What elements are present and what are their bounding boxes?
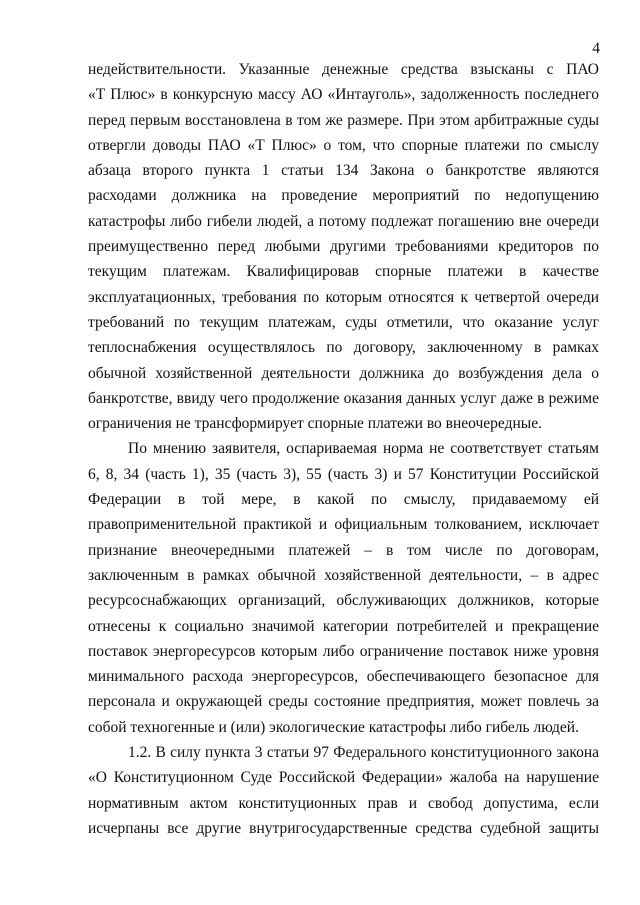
text-line: персонала и окружающей среды состояние предприятия, может повлечь за — [88, 693, 599, 711]
text-line: заключенным в рамках обычной хозяйственной деятельности, – в адрес — [88, 566, 599, 584]
text-line: банкротстве, ввиду чего продолжение оказания данных услуг даже в режиме — [88, 389, 599, 407]
document-body — [88, 57, 599, 841]
text-line: недействительности. Указанные денежные средства взысканы с ПАО — [88, 61, 599, 78]
text-line: отнесены к социально значимой категории потребителей и прекращение — [88, 617, 599, 635]
text-line: нормативным актом конституционных прав и свобод допустима, если — [88, 794, 599, 812]
text-line: признание внеочередными платежей – в том числе по договорам, — [88, 541, 599, 559]
text-line: 1.2. В силу пункта 3 статьи 97 Федерального конституционного закона — [128, 744, 599, 762]
text-line: катастрофы либо гибели людей, а потому подлежат погашению вне очереди — [88, 212, 599, 230]
text-line: текущим платежам. Квалифицировав спорные платежи в качестве — [88, 263, 599, 281]
paragraph-1 — [88, 57, 599, 436]
text-line: минимального расхода энергоресурсов, обеспечивающего безопасное для — [88, 668, 599, 686]
text-line: перед первым восстановлена в том же размере. При этом арбитражные суды — [88, 111, 599, 129]
text-line: расходами должника на проведение мероприятий по недопущению — [88, 187, 599, 205]
text-line: ограничения не трансформирует спорные платежи во внеочередные. — [88, 415, 542, 433]
text-line: Федерации в той мере, в какой по смыслу, придаваемому ей — [88, 491, 599, 509]
text-line: поставок энергоресурсов которым либо ограничение поставок ниже уровня — [88, 642, 599, 660]
paragraph-3 — [88, 740, 599, 841]
text-line: обычной хозяйственной деятельности должника до возбуждения дела о — [88, 364, 599, 382]
text-line: преимущественно перед любыми другими требованиями кредиторов по — [88, 238, 599, 256]
paragraph-2 — [88, 436, 599, 740]
text-line: теплоснабжения осуществлялось по договору, заключенному в рамках — [88, 339, 599, 357]
text-line: правоприменительной практикой и официальным толкованием, исключает — [88, 516, 599, 534]
text-line: По мнению заявителя, оспариваемая норма не соответствует статьям — [128, 440, 599, 458]
text-line: 6, 8, 34 (часть 1), 35 (часть 3), 55 (часть 3) и 57 Конституции Российской — [88, 465, 599, 483]
text-line: «О Конституционном Суде Российской Федерации» жалоба на нарушение — [88, 769, 599, 787]
text-line: эксплуатационных, требования по которым относятся к четвертой очереди — [88, 288, 599, 306]
page-number: 4 — [592, 40, 600, 57]
text-line: ресурсоснабжающих организаций, обслуживающих должников, которые — [88, 592, 599, 610]
text-line: требований по текущим платежам, суды отметили, что оказание услуг — [88, 313, 599, 331]
text-line: отвергли доводы ПАО «Т Плюс» о том, что спорные платежи по смыслу — [88, 136, 599, 154]
text-line: «Т Плюс» в конкурсную массу АО «Интауголь», задолженность последнего — [88, 86, 599, 104]
text-line: собой техногенные и (или) экологические катастрофы либо гибель людей. — [88, 718, 579, 736]
text-line: исчерпаны все другие внутригосударственные средства судебной защиты — [88, 819, 599, 837]
text-line: абзаца второго пункта 1 статьи 134 Закона о банкротстве являются — [88, 162, 599, 180]
